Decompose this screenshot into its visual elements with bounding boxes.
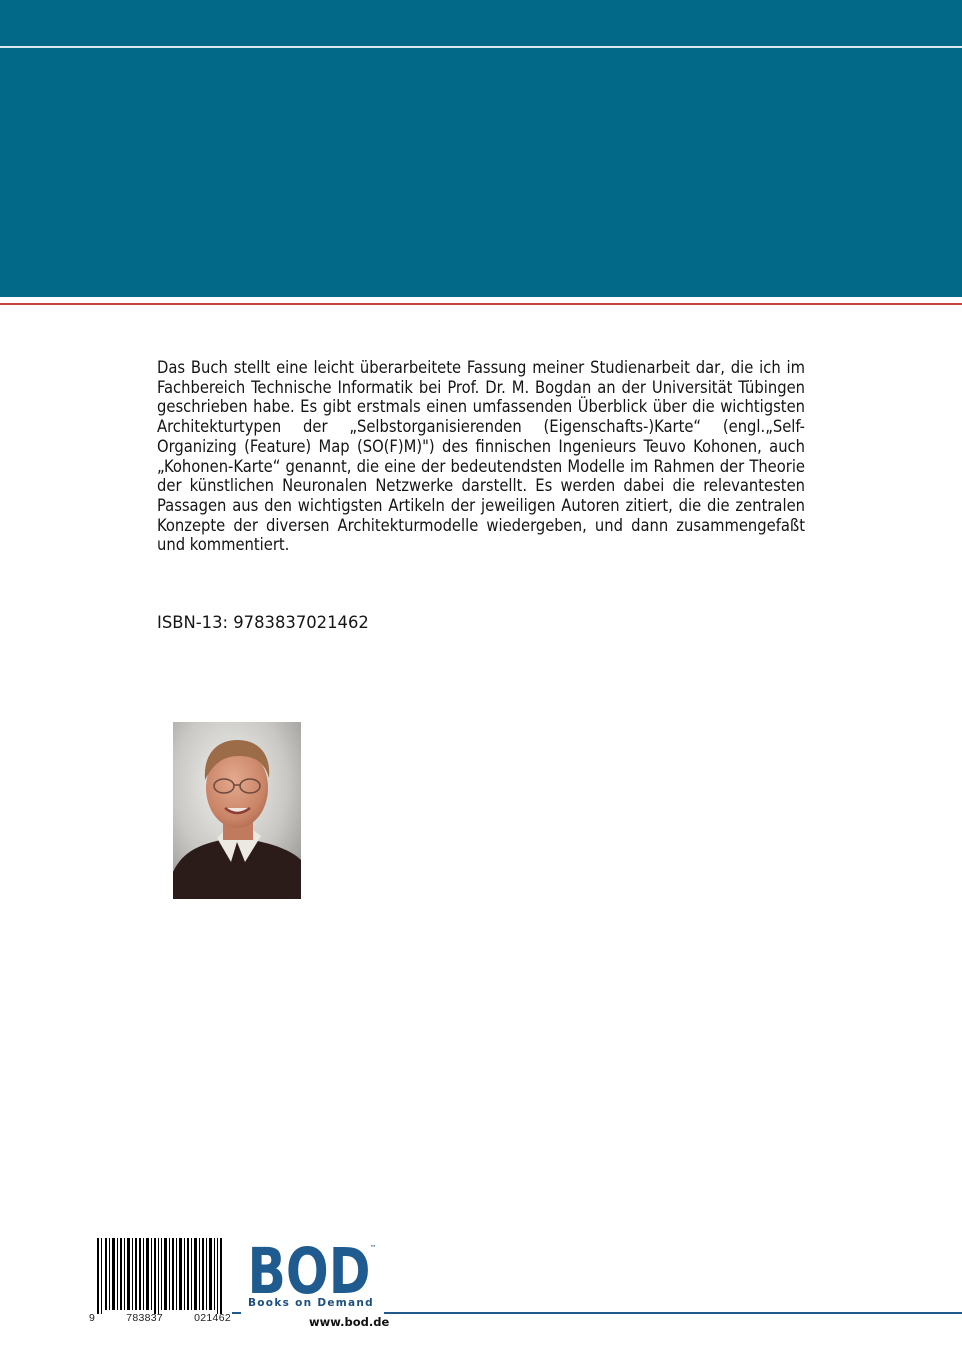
bod-logo [246,1240,376,1296]
isbn-text: ISBN-13: 9783837021462 [157,613,369,632]
band-divider-line [0,46,962,48]
barcode-digit-group-left: 783837 [126,1312,164,1324]
publisher-tagline: Books on Demand [247,1297,375,1309]
publisher-rule-left [232,1312,241,1314]
barcode-digit-group-right: 021462 [194,1312,231,1324]
book-description: Das Buch stellt eine leicht überarbeitete Fassung meiner Studienarbeit dar, die ich im Fachbereich Technische Informatik bei Prof. Dr. M. Bogdan an der Universität Tübingen geschrieben habe. Es gibt erstmals einen umfassenden Überblick über die wichtigsten Architekturtypen der „Selbstorganisierenden (Eigenschafts-)Karte“ (engl.„Self-Organizing (Feature) Map (SO(F)M)") des finnischen Ingenieurs Teuvo Kohonen, auch „Kohonen-Karte“ genannt, die eine der bedeutendsten Modelle im Rahmen der Theorie der künstlichen Neuronalen Netzwerke darstellt. Es werden dabei die relevantesten Passagen aus den wichtigsten Artikeln der jeweiligen Autoren zitiert, die die zentralen Konzepte der diversen Architekturmodelle wiedergeben, und dann zusammengefaßt und kommentiert. [157,358,805,555]
header-band [0,0,962,297]
publisher-rule-right [384,1312,962,1314]
trademark-symbol: ™ [369,1244,376,1252]
barcode-digit-prefix: 9 [89,1312,96,1324]
publisher-url: www.bod.de [309,1315,390,1329]
barcode-digits [89,1312,231,1324]
barcode-graphic [97,1238,223,1314]
bod-logo-text: BOD [247,1240,371,1296]
author-photo [173,722,301,899]
accent-rule [0,303,962,305]
